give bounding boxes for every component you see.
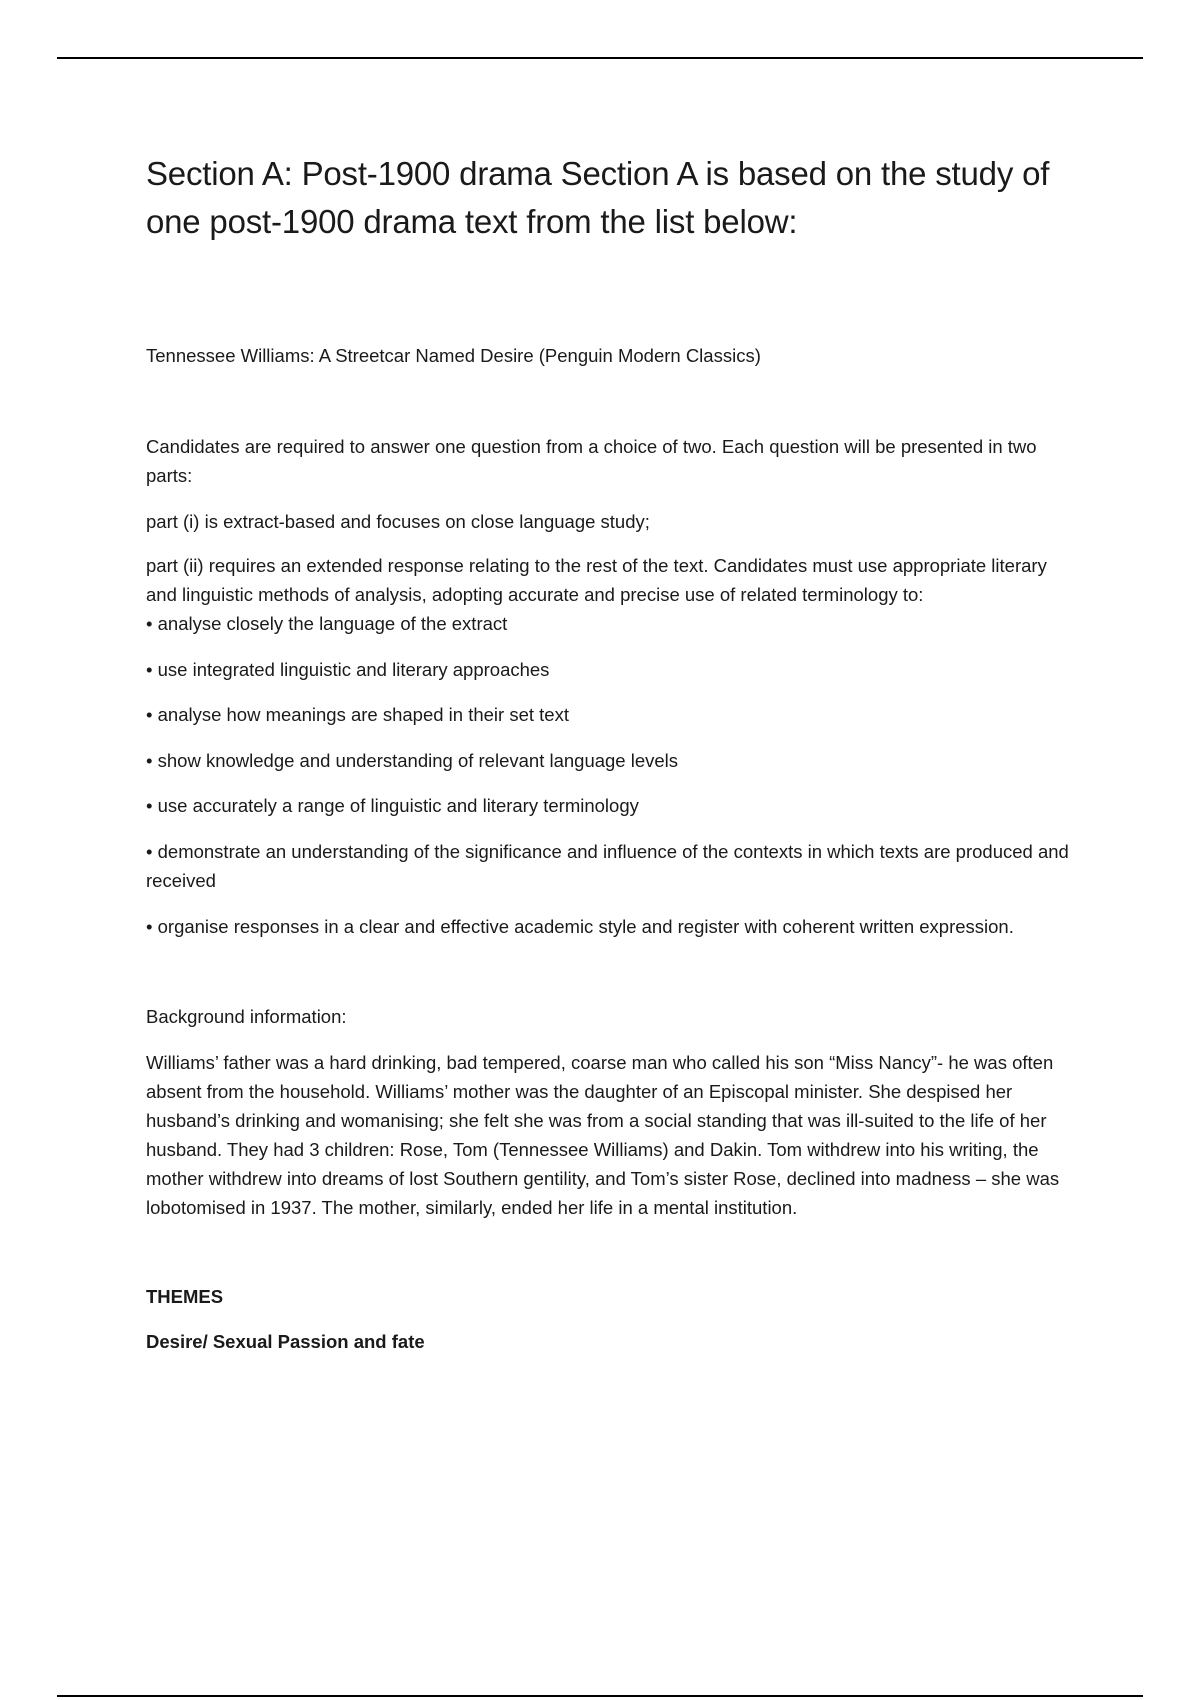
themes-heading: THEMES bbox=[146, 1286, 224, 1307]
intro-paragraph: Candidates are required to answer one question from a choice of two. Each question will be presented in two parts: bbox=[146, 436, 1037, 486]
bullet-item: • analyse how meanings are shaped in their set text bbox=[146, 704, 569, 725]
bottom-rule bbox=[57, 1695, 1143, 1697]
top-rule bbox=[57, 57, 1143, 59]
bullet-item: • demonstrate an understanding of the significance and influence of the contexts in which texts are produced and received bbox=[146, 841, 1069, 891]
background-label: Background information: bbox=[146, 1006, 347, 1027]
part-ii-paragraph: part (ii) requires an extended response relating to the rest of the text. Candidates must use appropriate literary and linguistic methods of analysis, adopting accurate and precise use of related terminology to: bbox=[146, 555, 1047, 605]
bullet-item: • show knowledge and understanding of relevant language levels bbox=[146, 750, 679, 771]
theme-heading: Desire/ Sexual Passion and fate bbox=[146, 1331, 425, 1352]
part-i-paragraph: part (i) is extract-based and focuses on close language study; bbox=[146, 511, 650, 532]
set-text: Tennessee Williams: A Streetcar Named Desire (Penguin Modern Classics) bbox=[146, 345, 761, 366]
bullet-item: • analyse closely the language of the extract bbox=[146, 613, 508, 634]
background-paragraph: Williams’ father was a hard drinking, bad tempered, coarse man who called his son “Miss Nancy”- he was often absent from the household. Williams’ mother was the daughter of an Episcopal minister. She despised her husband’s drinking and womanising; she felt she was from a social standing that was ill-suited to the life of her husband. They had 3 children: Rose, Tom (Tennessee Williams) and Dakin. Tom withdrew into his writing, the mother withdrew into dreams of lost Southern gentility, and Tom’s sister Rose, declined into madness – she was lobotomised in 1937. The mother, similarly, ended her life in a mental institution. bbox=[146, 1052, 1060, 1218]
section-heading: Section A: Post-1900 drama Section A is based on the study of one post-1900 drama text from the list below: bbox=[146, 155, 1050, 240]
bullet-item: • use integrated linguistic and literary approaches bbox=[146, 659, 550, 680]
bullet-item: • organise responses in a clear and effective academic style and register with coherent written expression. bbox=[146, 916, 1014, 937]
bullet-item: • use accurately a range of linguistic and literary terminology bbox=[146, 795, 639, 816]
page-content bbox=[146, 150, 1081, 1356]
